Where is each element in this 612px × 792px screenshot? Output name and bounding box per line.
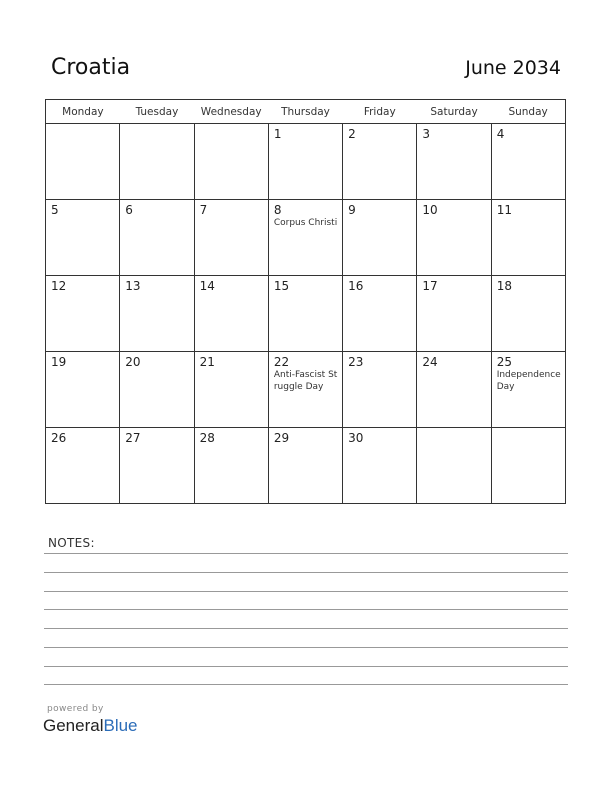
calendar-day-cell	[491, 352, 565, 428]
day-number: 8	[273, 203, 282, 217]
day-number: 12	[51, 279, 67, 293]
weekday-header-row	[46, 100, 566, 124]
day-number: 7	[199, 203, 208, 217]
day-number: 17	[422, 279, 438, 293]
calendar-day-cell	[417, 124, 491, 200]
day-number: 2	[348, 127, 356, 141]
day-number: 22	[273, 355, 290, 369]
calendar-day-cell	[268, 428, 342, 504]
calendar-week-row	[46, 352, 566, 428]
note-line	[44, 609, 568, 610]
calendar-day-cell	[417, 352, 491, 428]
calendar-day-cell	[417, 428, 491, 504]
calendar-day-cell	[491, 428, 565, 504]
note-line	[44, 628, 568, 629]
calendar-day-cell	[343, 428, 417, 504]
calendar-day-cell	[46, 276, 120, 352]
day-number: 6	[125, 203, 133, 217]
calendar-day-cell	[343, 352, 417, 428]
weekday-header: Monday	[46, 100, 120, 124]
day-number: 21	[199, 355, 215, 369]
calendar-day-cell	[194, 276, 268, 352]
calendar-day-cell	[194, 200, 268, 276]
calendar-day-cell	[120, 276, 194, 352]
day-number: 10	[422, 203, 438, 217]
calendar-day-cell	[120, 428, 194, 504]
calendar-week-row	[46, 124, 566, 200]
day-number: 19	[51, 355, 67, 369]
generalblue-logo[interactable]	[43, 716, 138, 736]
day-number: 1	[273, 127, 282, 141]
note-line	[44, 591, 568, 592]
holiday-label: Corpus Christi	[273, 218, 338, 228]
calendar-week-row	[46, 276, 566, 352]
day-number: 26	[51, 431, 67, 445]
powered-by-label: powered by	[47, 704, 104, 714]
calendar-day-cell	[194, 352, 268, 428]
weekday-header: Saturday	[417, 100, 491, 124]
note-line	[44, 572, 568, 573]
day-number: 9	[348, 203, 356, 217]
day-number: 16	[348, 279, 364, 293]
calendar-day-cell	[268, 200, 342, 276]
calendar-day-cell	[268, 124, 342, 200]
month-year-title: June 2034	[465, 57, 561, 79]
day-number: 25	[496, 355, 512, 369]
calendar-week-row	[46, 428, 566, 504]
calendar-day-cell	[194, 124, 268, 200]
holiday-label: Anti-Fascist Struggle Day	[273, 370, 338, 392]
day-number: 14	[199, 279, 215, 293]
day-number: 13	[125, 279, 141, 293]
note-line	[44, 647, 568, 648]
day-number: 20	[125, 355, 141, 369]
brand-general: General	[43, 716, 104, 735]
note-line	[44, 684, 568, 685]
calendar-day-cell	[46, 428, 120, 504]
day-number: 27	[125, 431, 141, 445]
calendar-day-cell	[491, 200, 565, 276]
day-number: 3	[422, 127, 431, 141]
day-number: 28	[199, 431, 215, 445]
notes-label: NOTES:	[48, 536, 95, 550]
calendar-day-cell	[268, 352, 342, 428]
calendar-day-cell	[120, 352, 194, 428]
day-number: 24	[422, 355, 438, 369]
holiday-label: Independence Day	[496, 370, 561, 392]
calendar-day-cell	[194, 428, 268, 504]
note-line	[44, 553, 568, 554]
day-number: 18	[496, 279, 512, 293]
weekday-header: Wednesday	[194, 100, 268, 124]
calendar-day-cell	[46, 124, 120, 200]
day-number: 4	[496, 127, 505, 141]
day-number: 29	[273, 431, 290, 445]
calendar-grid	[45, 99, 566, 504]
country-title: Croatia	[51, 55, 131, 80]
calendar-day-cell	[343, 200, 417, 276]
calendar-day-cell	[343, 276, 417, 352]
note-line	[44, 666, 568, 667]
calendar-day-cell	[343, 124, 417, 200]
calendar-day-cell	[491, 124, 565, 200]
calendar-day-cell	[46, 352, 120, 428]
day-number: 11	[496, 203, 512, 217]
calendar-day-cell	[417, 276, 491, 352]
calendar-day-cell	[268, 276, 342, 352]
calendar-day-cell	[46, 200, 120, 276]
weekday-header: Friday	[343, 100, 417, 124]
day-number: 15	[273, 279, 290, 293]
calendar-day-cell	[120, 200, 194, 276]
day-number: 5	[51, 203, 59, 217]
calendar-week-row	[46, 200, 566, 276]
calendar-day-cell	[491, 276, 565, 352]
brand-blue: Blue	[103, 716, 138, 735]
day-number: 23	[348, 355, 364, 369]
calendar-day-cell	[120, 124, 194, 200]
calendar-day-cell	[417, 200, 491, 276]
weekday-header: Sunday	[491, 100, 565, 124]
weekday-header: Tuesday	[120, 100, 194, 124]
weekday-header: Thursday	[268, 100, 342, 124]
day-number: 30	[348, 431, 364, 445]
